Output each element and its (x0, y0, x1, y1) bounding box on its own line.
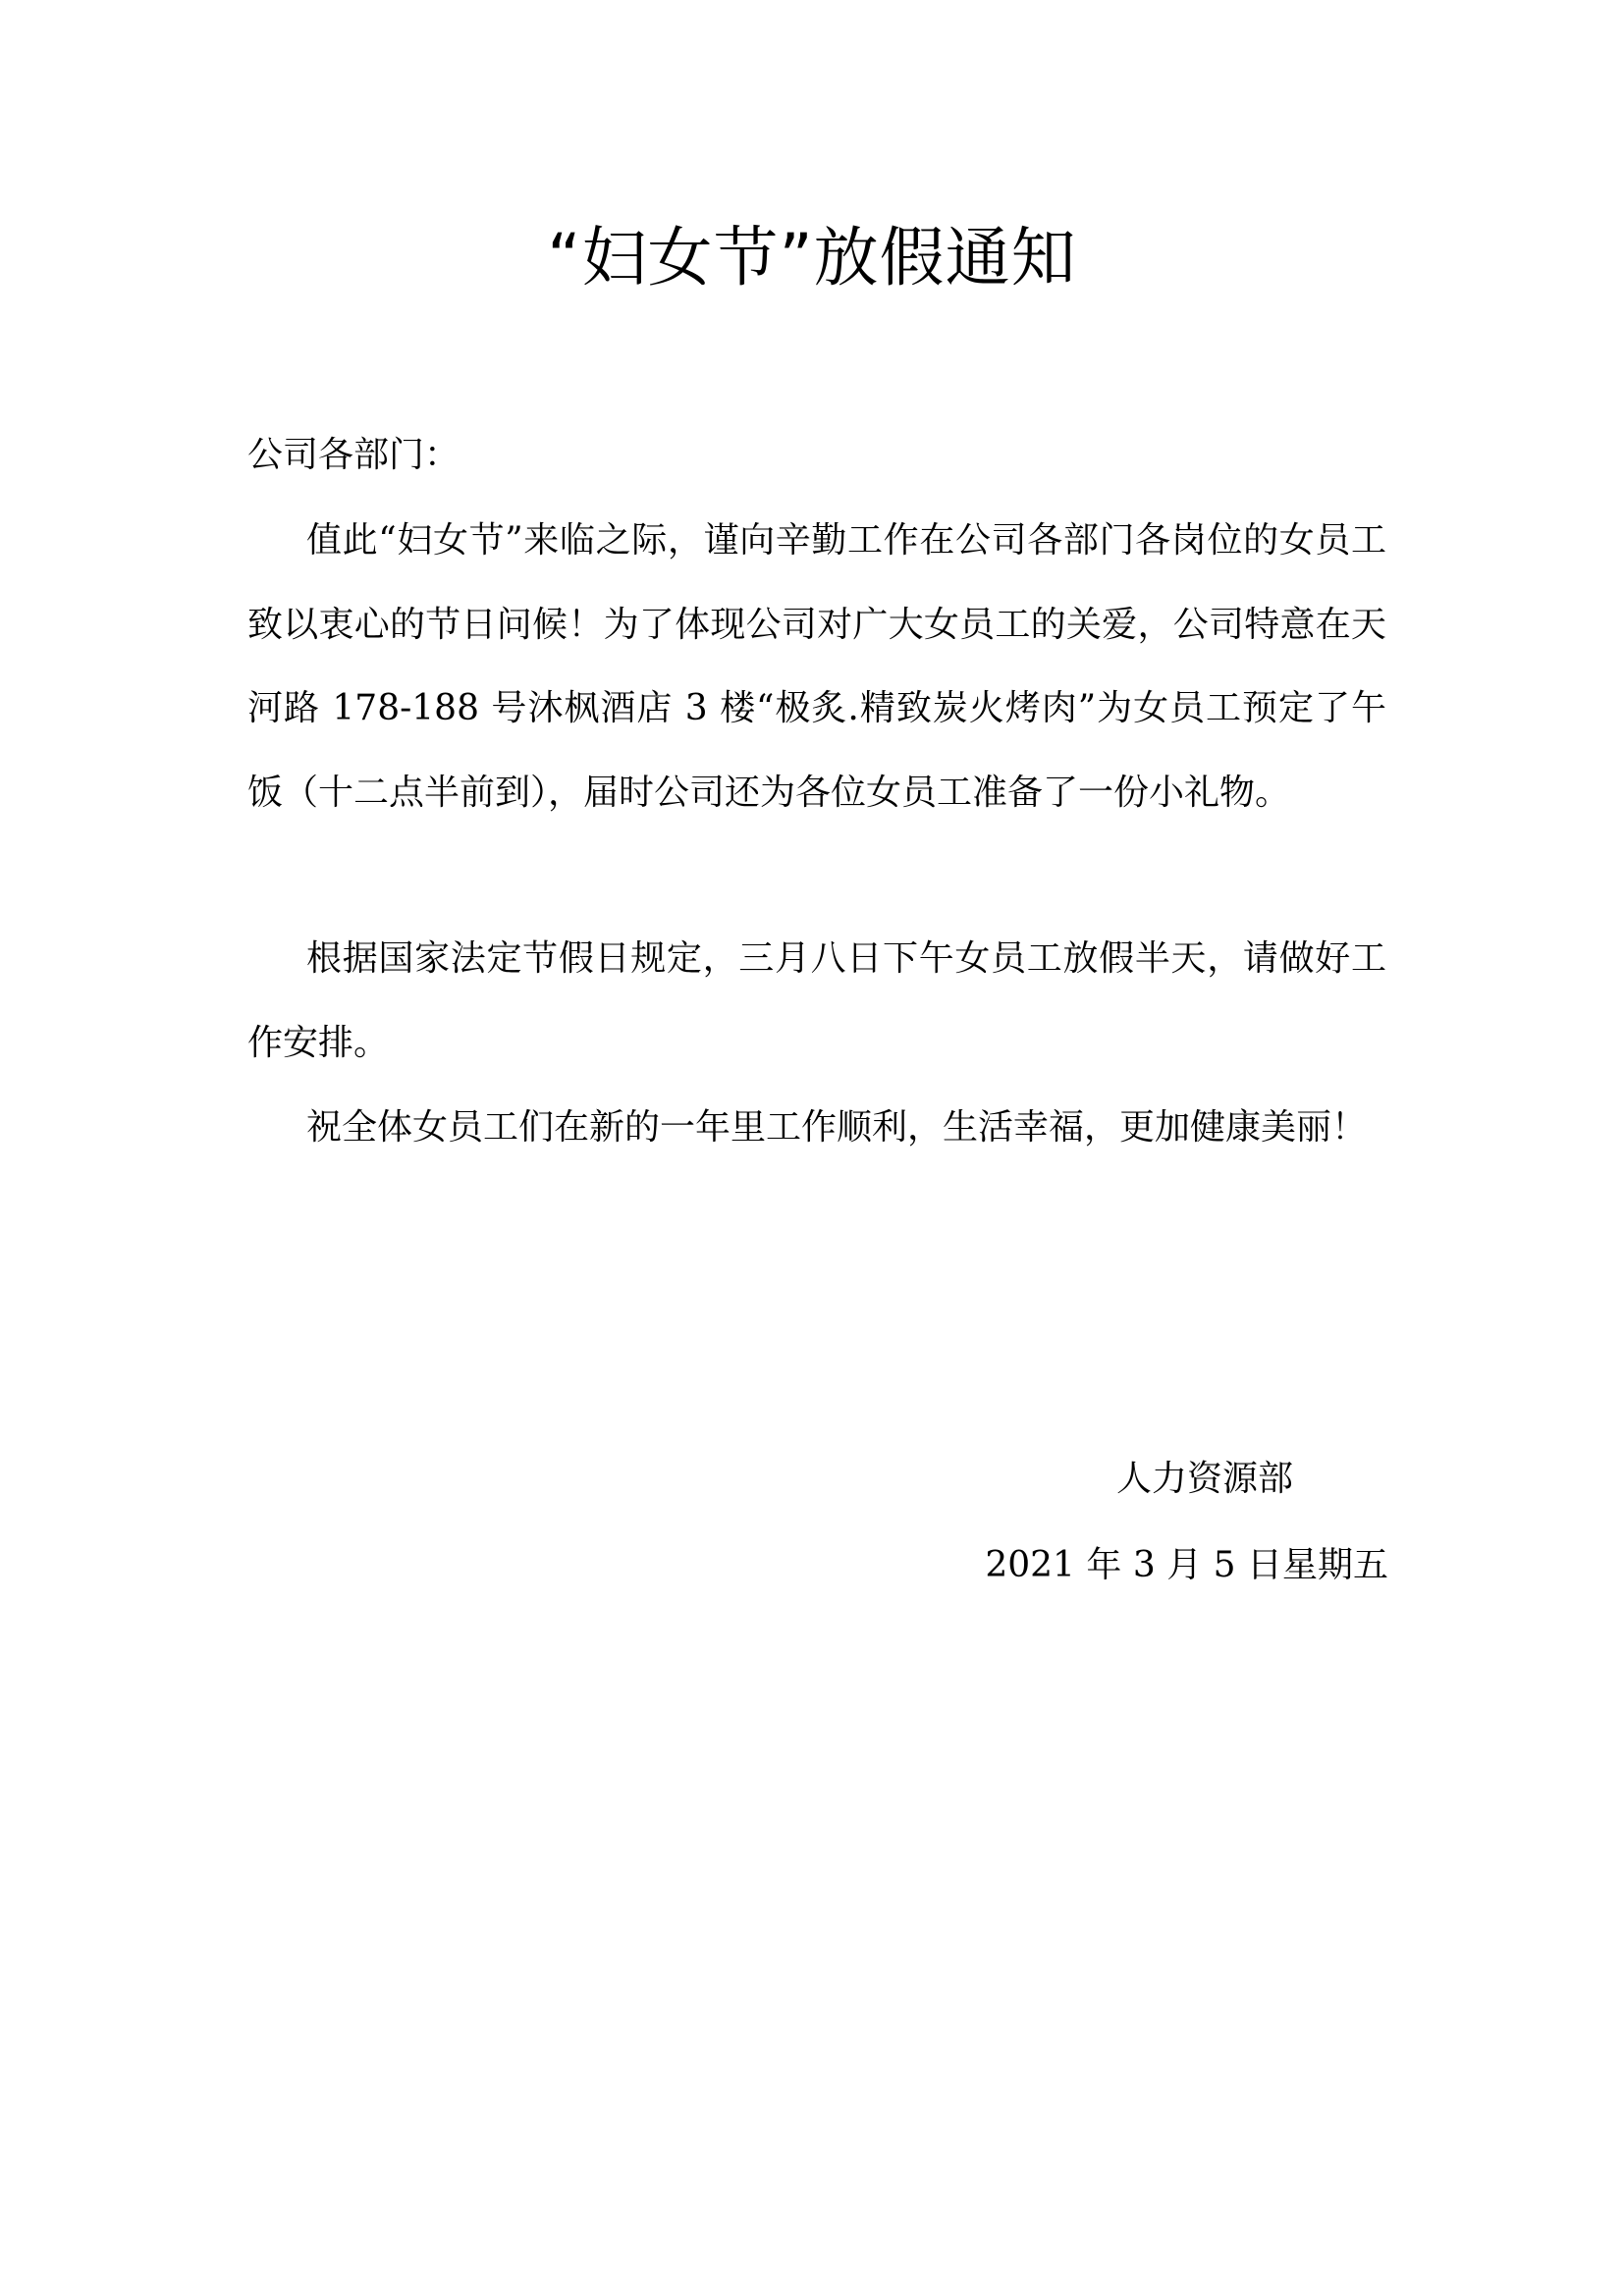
paragraph-wishes: 祝全体女员工们在新的一年里工作顺利，生活幸福，更加健康美丽！ (306, 1107, 1368, 1148)
signature-date: 2021 年 3 月 5 日星期五 (985, 1545, 1388, 1585)
page-title: “妇女节”放假通知 (547, 220, 1077, 295)
signature-department: 人力资源部 (1116, 1459, 1294, 1499)
paragraph-invitation: 值此“妇女节”来临之际，谨向辛勤工作在公司各部门各岗位的女员工致以衷心的节日问候！为了体现公司对广大女员工的关爱，公司特意在天河路 178-188 号沐枫酒店 3 楼“极炙.精致炭火烤肉”为女员工预定了午饭（十二点半前到），届时公司还为各位女员工准备了一份小礼物。 (247, 520, 1386, 813)
salutation: 公司各部门： (247, 435, 460, 475)
paragraph-holiday: 根据国家法定节假日规定，三月八日下午女员工放假半天，请做好工作安排。 (247, 938, 1386, 1063)
